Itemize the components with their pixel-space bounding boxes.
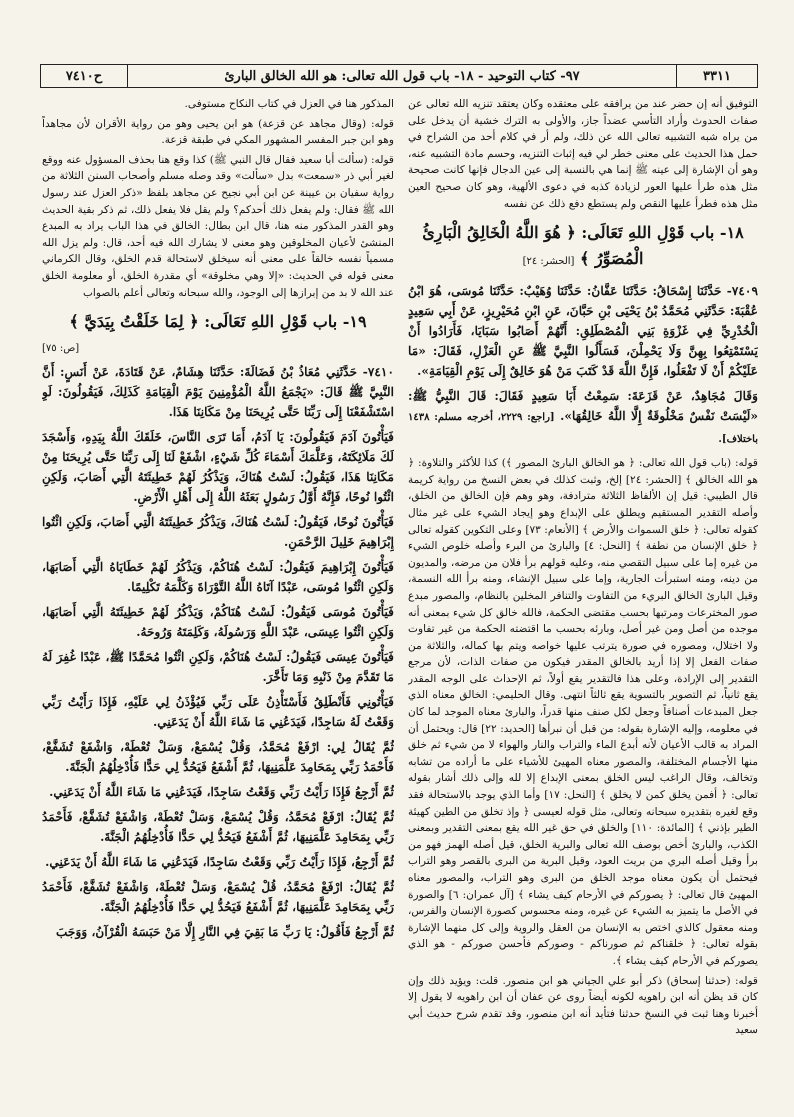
hadith-paragraph: ثُمَّ يُقَالُ: ارْفَعْ مُحَمَّدُ، قُلْ يُسْمَعْ، وَسَلْ تُعْطَهْ، وَاشْفَعْ تُشَفَّعْ، فَأَحْمَدُ رَبِّي بِمَحَامِدَ عَلَّمَنِيهَا، ثُمَّ أَشْفَعُ فَيَحُدُّ لِي حَدًّا فَأُدْخِلُهُمُ الْجَنَّةَ. xyxy=(42,879,394,914)
hadith-paragraph: ثُمَّ يُقَالُ: ارْفَعْ مُحَمَّدُ، وَقُلْ يُسْمَعْ، وَسَلْ تُعْطَهْ، وَاشْفَعْ تُشَفَّعْ، فَأَحْمَدُ رَبِّي بِمَحَامِدَ عَلَّمَنِيهَا، ثُمَّ أَشْفَعُ فَيَحُدُّ لِي حَدًّا فَأُدْخِلُهُمُ الْجَنَّةَ. xyxy=(42,809,394,844)
hadith-paragraph: فَيَأْتُونَ عِيسَى فَيَقُولُ: لَسْتُ هُنَاكُمْ، وَلَكِنِ ائْتُوا مُحَمَّدًا ﷺ، عَبْدًا غُفِرَ لَهُ مَا تَقَدَّمَ مِنْ ذَنْبِهِ وَمَا تَأَخَّرَ. xyxy=(42,649,394,684)
running-title: ٩٧- كتاب التوحيد - ١٨- باب قول الله تعالى: هو الله الخالق البارئ xyxy=(224,68,580,84)
chapter-title: ١٨- باب قَوْلِ اللهِ تَعَالَى: ﴿ هُوَ اللَّهُ الْخَالِقُ الْبَارِئُ الْمُصَوِّرُ ﴾ xyxy=(422,223,744,269)
chapter-heading-19: ١٩- باب قَوْلِ اللهِ تَعَالَى: ﴿ لِمَا خَلَقْتُ بِيَدَيَّ ﴾ xyxy=(69,312,367,332)
hadith-text: وَقَالَ مُجَاهِدٌ، عَنْ قَزَعَةَ: سَمِعْتُ أَبَا سَعِيدٍ فَقَالَ: قَالَ النَّبِيُّ ﷺ: «لَيْسَتْ نَفْسٌ مَخْلُوقَةٌ إِلَّا اللَّهُ خَالِقُهَا». xyxy=(408,389,758,424)
commentary-paragraph: قوله: (حدثنا إسحاق) ذكر أبو علي الجياني هو ابن منصور. قلت: ويؤيد ذلك وإن كان قد يظن أنه ابن راهويه لكونه أيضاً روى عن عفان أن ابن راهويه لا يقول إلا أخبرنا وهنا ثبت في النسخ حدثنا فتأيد أنه ابن منصور، وقد تقدم شرح حديث أبي سعيد xyxy=(408,974,758,1037)
hadith-number: ح٧٤١٠ xyxy=(41,65,128,87)
hadith-paragraph: ثُمَّ يُقَالُ لِي: ارْفَعْ مُحَمَّدُ، وَقُلْ يُسْمَعْ، وَسَلْ تُعْطَهْ، وَاشْفَعْ تُشَفَّعْ، فَأَحْمَدُ رَبِّي بِمَحَامِدَ عَلَّمَنِيهَا، ثُمَّ أَشْفَعُ فَيَحُدُّ لِي حَدًّا فَأُدْخِلُهُمُ الْجَنَّةَ. xyxy=(42,739,394,774)
commentary-paragraph: قوله: (باب قول الله تعالى: ﴿ هو الخالق البارئ المصور ﴾) كذا للأكثر والتلاوة: ﴿ هو الله الخالق ﴾ [الحشر: ٢٤] إلخ، وثبت كذلك في بعض النسخ من رواية كريمة قال الطيبي: قيل إن الألفاظ الثلاثة مترادفة، وهو وهم فإن الخالق من الخلق، وأصله التقدير المستقيم ويطلق على الإبداع وهو إيجاد الشيء على غير مثال كقوله تعالى: ﴿ خلق السموات والأرض ﴾ [الأنعام: ٧٣] وعلى التكوين كقوله تعالى ﴿ خلق الإنسان من نطفة ﴾ [النحل: ٤] والبارئ من البرء وأصله خلوص الشيء من غيره إما على سبيل التقصي منه، وعليه قولهم برأ فلان من مرضه، والمديون من دينه، ومنه استبرأت الجارية، وإما على سبيل الإنشاء، ومنه برأ الله النسمة، وقيل البارئ الخالق البريء من التفاوت والتنافر المخلين بالنظام، والمصور مبدع صور المخترعات ومرتبها بحسب مقتضى الحكمة، فالله خالق كل شيء بمعنى أنه موجده من أصل ومن غير أصل، وبارئه بحسب ما اقتضته الحكمة من غير تفاوت ولا اختلال، ومصوره في صورة يترتب عليها خواصه ويتم بها كماله، والثلاثة من صفات الفعل إلا إذا أريد بالخالق المقدر فيكون من صفات الذات، لأن مرجع التقدير إلى الإرادة، وعلى هذا فالتقدير يقع أولاً، ثم الإحداث على الوجه المقدر يقع ثانياً، ثم التصوير بالتسوية يقع ثالثاً انتهى. وقال الحليمي: الخالق معناه الذي جعل المبدعات أصنافاً وجعل لكل صنف منها قدراً، والبارئ معناه الموجد لما كان في معلومه، وإليه الإشارة بقوله: من قبل أن نبرأها [الحديد: ٢٢] قال: ويحتمل أن المراد به قالب الأعيان لأنه أبدع الماء والتراب والنار والهواء لا من شيء ثم خلق منها الأجسام المختلفة، والمصور معناه المهيئ للأشياء على ما أراده من تشابه وتخالف، وقال الراغب ليس الخلق بمعنى الإبداع إلا لله وإلى ذلك أشار بقوله تعالى: ﴿ أفمن يخلق كمن لا يخلق ﴾ [النحل: ١٧] وأما الذي يوجد بالاستحالة فقد وقع لغيره بتقديره سبحانه وتعالى، مثل قوله لعيسى ﴿ وإذ تخلق من الطين كهيئة الطير بإذني ﴾ [المائدة: ١١٠] والخلق في حق غير الله يقع بمعنى التقدير وبمعنى الكذب، والبارئ أخص بوصف الله تعالى والبرية الخلق، قيل أصله الهمز فهو من برأ وقيل أصله البري من بريت العود، وقيل البرية من البرى بالقصر وهو التراب فيحتمل أن يكون معناه موجد الخلق من البرى وهو التراب، والمصور معناه المهيئ قال تعالى: ﴿ يصوركم في الأرحام كيف يشاء ﴾ [آل عمران: ٦] والصورة في الأصل ما يتميز به الشيء عن غيره، ومنه محسوس كصورة الإنسان والفرس، ومنه معقول كالذي اختص به الإنسان من العقل والروية وإلى كل منهما الإشارة بقوله تعالى: ﴿ خلقناكم ثم صورناكم - وصوركم فأحسن صوركم - هو الذي يصوركم في الأرحام كيف يشاء ﴾. xyxy=(408,457,758,967)
commentary-paragraph: قوله: (وقال مجاهد عن قزعة) هو ابن يحيى وهو من رواية الأقران لأن مجاهداً وهو ابن جبر المفسر المشهور المكي في طبقة قزعة. xyxy=(42,117,394,147)
left-column xyxy=(42,96,394,1101)
hadith-paragraph: ثُمَّ أَرْجِعُ، فَإِذَا رَأَيْتُ رَبِّي وَقَعْتُ سَاجِدًا، فَيَدَعُنِي مَا شَاءَ اللَّهُ أَنْ يَدَعَنِي. xyxy=(45,854,394,869)
hadith-paragraph: ٧٤١٠- حَدَّثَنِي مُعَاذُ بْنُ فَضَالَةَ: حَدَّثَنَا هِشَامٌ، عَنْ قَتَادَةَ، عَنْ أَنَسٍ: أَنَّ النَّبِيَّ ﷺ قَالَ: «يَجْمَعُ اللَّهُ الْمُؤْمِنِينَ يَوْمَ الْقِيَامَةِ كَذَلِكَ، فَيَقُولُونَ: لَوِ اسْتَشْفَعْنَا إِلَى رَبِّنَا حَتَّى يُرِيحَنَا مِنْ مَكَانِنَا هَذَا. xyxy=(42,364,394,419)
hadith-paragraph: فَيَأْتُونَ مُوسَى فَيَقُولُ: لَسْتُ هُنَاكُمْ، وَيَذْكُرُ لَهُمْ خَطِيئَتَهُ الَّتِي أَصَابَهَا، وَلَكِنِ ائْتُوا عِيسَى، عَبْدَ اللَّهِ وَرَسُولَهُ، وَكَلِمَتَهُ وَرُوحَهُ. xyxy=(42,604,394,639)
hadith-paragraph: فَيَأْتُونَ إِبْرَاهِيمَ فَيَقُولُ: لَسْتُ هُنَاكُمْ، وَيَذْكُرُ لَهُمْ خَطَايَاهُ الَّتِي أَصَابَهَا، وَلَكِنِ ائْتُوا مُوسَى، عَبْدًا آتَاهُ اللَّهُ التَّوْرَاةَ وَكَلَّمَهُ تَكْلِيمًا. xyxy=(42,559,394,594)
right-column xyxy=(408,96,758,1101)
intro-paragraph: التوفيق أنه إن حضر عند من يرافقه على معتقده وكان يعتقد تنزيه الله تعالى عن صفات الحدوث وأراد التأسي عضداً جاز، والأولى به الترك خشية أن يدخل على من يراه شبه التشبيه تعالى الله عن ذلك، ولم أر في كلام أحد من الشراح في حمل هذا الحديث على معنى خطر لي فيه إثبات التنزيه، وحسم مادة التشبيه عنه، وهو أن الإشارة إلى عينه ﷺ إنما هي بالنسبة إلى عين الدجال فإنها كانت صحيحة مثل هذه طرأ عليها العور لزيادة كذبه في دعوى الألهية، وهو كان صحيح العين مثل هذه فطرأ عليها النقص ولم يستطع دفع ذلك عن نفسه xyxy=(408,98,758,210)
chapter-source: [ص: ٧٥] xyxy=(42,343,80,355)
hadith-7409: ٧٤٠٩- حَدَّثَنَا إِسْحَاقُ: حَدَّثَنَا عَفَّانُ: حَدَّثَنَا وُهَيْبٌ: حَدَّثَنَا مُوسَى، هُوَ ابْنُ عُقْبَةَ: حَدَّثَنِي مُحَمَّدُ بْنُ يَحْيَى بْنِ حَبَّانَ، عَنِ ابْنِ مُحَيْرِيزٍ، عَنْ أَبِي سَعِيدٍ الْخُدْرِيِّ فِي غَزْوَةِ بَنِي الْمُصْطَلِقِ: أَنَّهُمْ أَصَابُوا سَبَايَا، فَأَرَادُوا أَنْ يَسْتَمْتِعُوا بِهِنَّ وَلَا يَحْمِلْنَ، فَسَأَلُوا النَّبِيَّ ﷺ عَنِ الْعَزْلِ، فَقَالَ: «مَا عَلَيْكُمْ أَنْ لَا تَفْعَلُوا، فَإِنَّ اللَّهَ قَدْ كَتَبَ مَنْ هُوَ خَالِقٌ إِلَى يَوْمِ الْقِيَامَةِ». xyxy=(408,284,758,379)
hadith-paragraph: فَيَأْتُونَ آدَمَ فَيَقُولُونَ: يَا آدَمُ، أَمَا تَرَى النَّاسَ، خَلَقَكَ اللَّهُ بِيَدِهِ، وَأَسْجَدَ لَكَ مَلَائِكَتَهُ، وَعَلَّمَكَ أَسْمَاءَ كُلِّ شَيْءٍ، اشْفَعْ لَنَا إِلَى رَبِّنَا حَتَّى يُرِيحَنَا مِنْ مَكَانِنَا هَذَا، فَيَقُولُ: لَسْتُ هُنَاكَ، وَيَذْكُرُ لَهُمْ خَطِيئَتَهُ الَّتِي أَصَابَ، وَلَكِنِ ائْتُوا نُوحًا، فَإِنَّهُ أَوَّلُ رَسُولٍ بَعَثَهُ اللَّهُ إِلَى أَهْلِ الْأَرْضِ. xyxy=(42,429,394,504)
page-header xyxy=(40,64,758,88)
chapter-heading-18 xyxy=(408,220,758,275)
hadith-paragraph: فَيَأْتُونَ نُوحًا، فَيَقُولُ: لَسْتُ هُنَاكَ، وَيَذْكُرُ خَطِيئَتَهُ الَّتِي أَصَابَ، وَلَكِنِ ائْتُوا إِبْرَاهِيمَ خَلِيلَ الرَّحْمَنِ. xyxy=(42,514,394,549)
hadith-reference: [راجع: ٢٢٢٩، أخرجه مسلم: ١٤٣٨ باختلاف]. xyxy=(408,412,758,446)
hadith-paragraph: فَيَأْتُونِي فَأَنْطَلِقُ فَأَسْتَأْذِنُ عَلَى رَبِّي فَيُؤْذَنُ لِي عَلَيْهِ، فَإِذَا رَأَيْتُ رَبِّي وَقَعْتُ لَهُ سَاجِدًا، فَيَدَعُنِي مَا شَاءَ اللَّهُ أَنْ يَدَعَنِي. xyxy=(42,694,394,729)
page-number: ٣٣١١ xyxy=(676,65,757,87)
commentary-paragraph: المذكور هنا في العزل في كتاب النكاح مستوفى. xyxy=(184,98,394,110)
chapter-source: [الحشر: ٢٤] xyxy=(522,256,575,268)
hadith-paragraph: ثُمَّ أَرْجِعُ فَأَقُولُ: يَا رَبِّ مَا بَقِيَ فِي النَّارِ إِلَّا مَنْ حَبَسَهُ الْقُرْآنُ، وَوَجَبَ xyxy=(55,924,394,939)
commentary-paragraph: قوله: (سألت أبا سعيد فقال قال النبي ﷺ) كذا وقع هنا بحذف المسؤول عنه ووقع لغير أبي ذر «سمعت» بدل «سألت» وقد وصله مسلم وأصحاب السنن الثلاثة من رواية سفيان بن عيينة عن ابن أبي نجيح عن مجاهد بلفظ «ذكر العزل عند رسول الله ﷺ فقال: ولم يفعل ذلك أحدكم؟ ولم يقل فلا يفعل ذلك، ثم ذكر بقية الحديث وهو القدر المذكور منه هنا، قال ابن بطال: الخالق في هذا الباب يراد به المبدع المنشئ لأعيان المخلوقين وهو معنى لا يشارك الله فيه أحد، قال: ولم يزل الله مسمياً نفسه خالقاً على معنى أنه سيخلق لاستحالة قدم الخلق، وقال الكرماني معنى قوله في الحديث: «إلا وهي مخلوقة» أي مقدرة الخلق، أو معلومة الخلق عند الله لا بد من إبرازها إلى الوجود، والله سبحانه وتعالى أعلم بالصواب xyxy=(42,153,394,299)
hadith-paragraph: ثُمَّ أَرْجِعُ فَإِذَا رَأَيْتُ رَبِّي وَقَعْتُ سَاجِدًا، فَيَدَعُنِي مَا شَاءَ اللَّهُ أَنْ يَدَعَنِي. xyxy=(49,784,394,799)
hadith-7409-b xyxy=(408,386,758,450)
